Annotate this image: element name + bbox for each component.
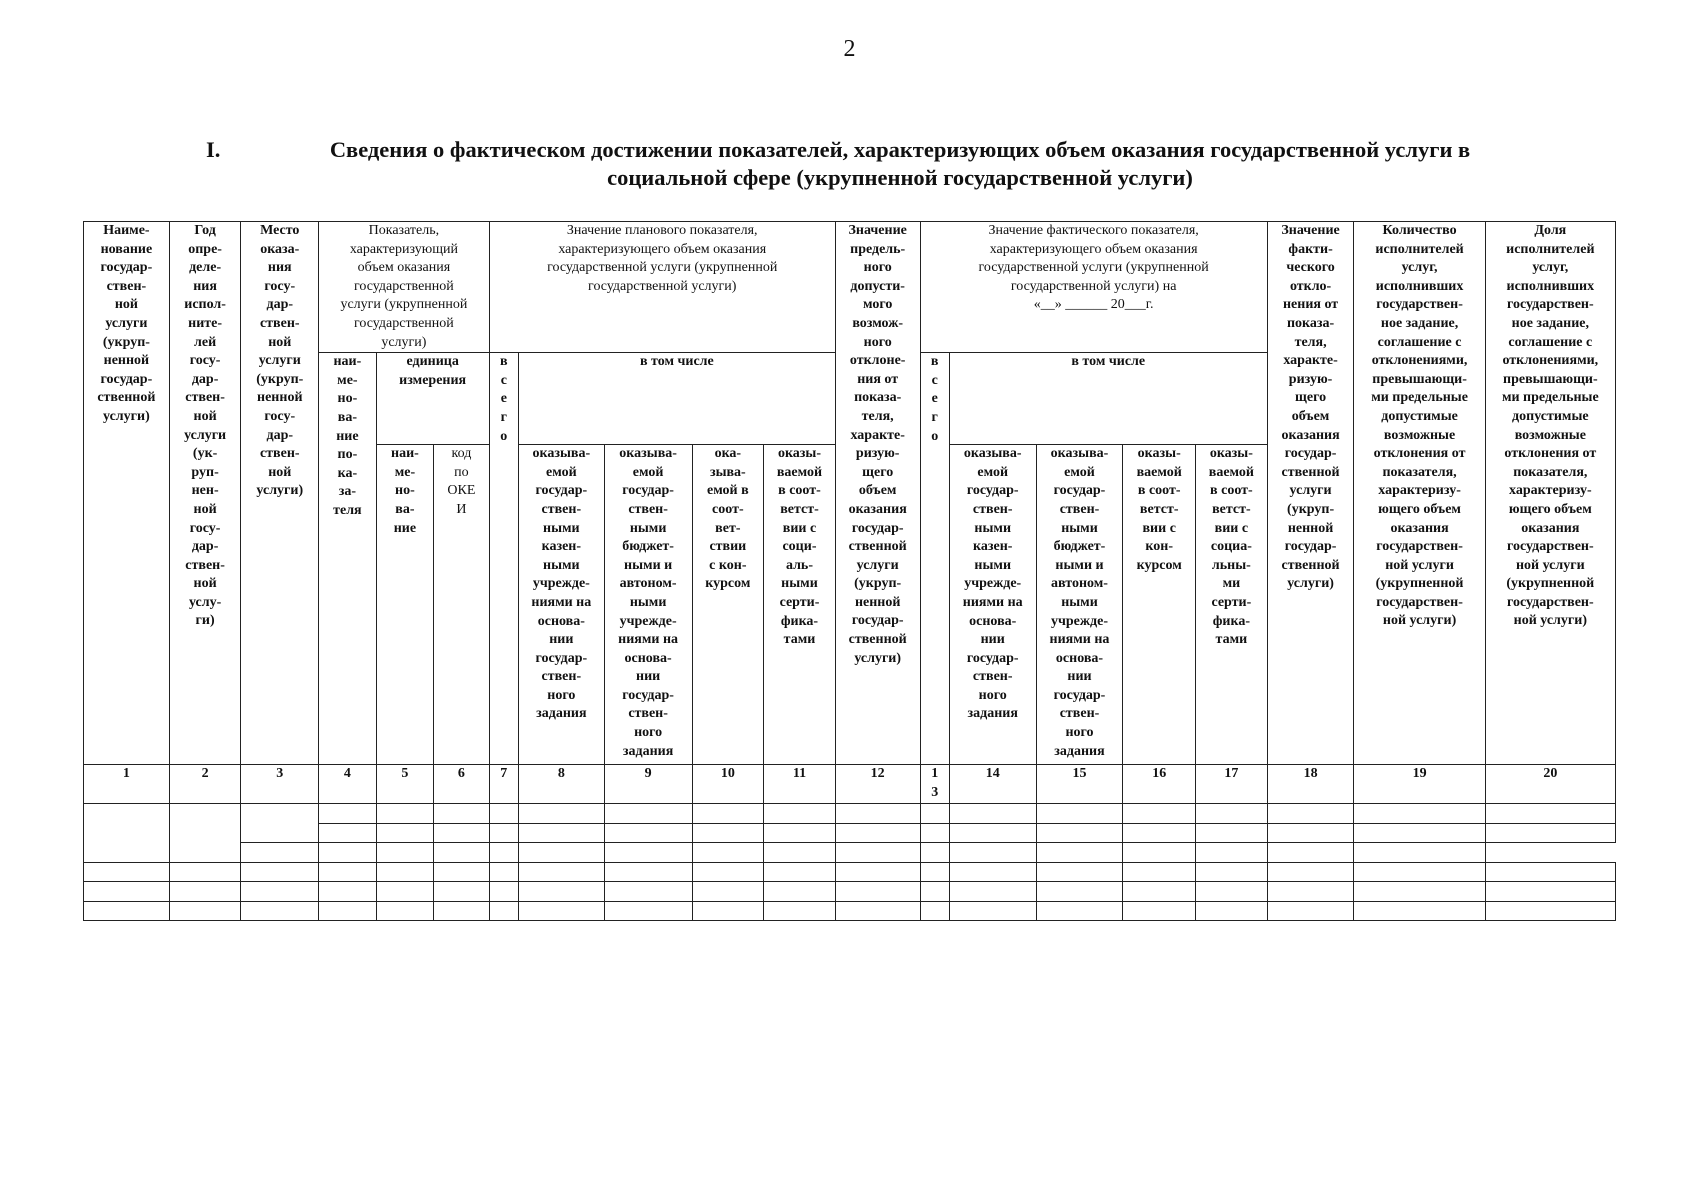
table-cell: [518, 843, 604, 863]
column-number: 9: [604, 765, 692, 804]
table-cell: [835, 862, 920, 882]
table-cell: [692, 823, 764, 843]
table-cell: [518, 901, 604, 921]
table-row: [84, 843, 1616, 863]
column-number: 4: [319, 765, 377, 804]
table-cell: [169, 882, 241, 902]
column-number: 19: [1354, 765, 1485, 804]
header-planned-including: в том числе: [518, 353, 835, 445]
table-cell: [1036, 804, 1123, 824]
header-planned-state-institutions: оказыва- емой государ- ствен- ными казен- ными учрежде- ниями на основа- нии государ- ствен- ного задания: [518, 445, 604, 765]
header-indicator-name: наи- ме- но- ва- ние по- ка- за- теля: [319, 353, 377, 765]
header-unit-group: единица измерения: [376, 353, 489, 445]
table-cell: [241, 862, 319, 882]
table-cell: [692, 804, 764, 824]
table-cell: [1485, 862, 1615, 882]
table-cell: [489, 804, 518, 824]
table-cell: [604, 882, 692, 902]
table-cell: [604, 862, 692, 882]
table-cell: [1123, 843, 1196, 863]
table-cell: [1196, 882, 1268, 902]
table-row: [84, 901, 1616, 921]
section-numeral: I.: [206, 137, 221, 162]
table-cell: [835, 882, 920, 902]
table-cell: [518, 862, 604, 882]
column-number: 12: [835, 765, 920, 804]
table-cell: [169, 804, 241, 863]
header-place: Место оказа- ния госу- дар- ствен- ной услуги (укруп- ненной госу- дар- ствен- ной услуги): [241, 222, 319, 765]
table-cell: [1036, 843, 1123, 863]
table-cell: [835, 843, 920, 863]
table-cell: [1267, 862, 1354, 882]
table-cell: [949, 901, 1036, 921]
header-planned-certificates: оказы- ваемой в соот- ветст- вии с соци- аль- ными серти- фика- тами: [764, 445, 836, 765]
table-cell: [692, 882, 764, 902]
table-cell: [764, 843, 836, 863]
table-cell: [1123, 862, 1196, 882]
table-cell: [169, 901, 241, 921]
column-number: 18: [1267, 765, 1354, 804]
header-planned-competition: ока- зыва- емой в соот- вет- ствии с кон- курсом: [692, 445, 764, 765]
table-cell: [84, 804, 170, 863]
table-cell: [1485, 901, 1615, 921]
column-number: 14: [949, 765, 1036, 804]
header-unit-okei: код по ОКЕ И: [434, 445, 490, 765]
section-heading: [200, 136, 1530, 192]
column-number: 1: [84, 765, 170, 804]
table-cell: [764, 882, 836, 902]
column-number: 1 3: [920, 765, 949, 804]
table-cell: [1267, 804, 1354, 824]
header-actual-state-institutions: оказыва- емой государ- ствен- ными казен- ными учрежде- ниями на основа- нии государ- ствен- ного задания: [949, 445, 1036, 765]
table-cell: [1354, 882, 1485, 902]
table-cell: [489, 882, 518, 902]
table-cell: [434, 862, 490, 882]
table-cell: [376, 843, 434, 863]
table-cell: [764, 823, 836, 843]
table-cell: [1196, 862, 1268, 882]
header-indicator-group: Показатель, характеризующий объем оказания государственной услуги (укрупненной государственной услуги): [319, 222, 490, 353]
table-row: [84, 862, 1616, 882]
table-cell: [1485, 804, 1615, 824]
header-service-name: Наиме- нование государ- ствен- ной услуги (укруп- ненной государ- ственной услуги): [84, 222, 170, 765]
column-number: 5: [376, 765, 434, 804]
table-cell: [920, 804, 949, 824]
header-actual-including: в том числе: [949, 353, 1267, 445]
table-cell: [604, 901, 692, 921]
table-cell: [1123, 901, 1196, 921]
table-cell: [241, 804, 319, 843]
table-cell: [949, 823, 1036, 843]
table-cell: [319, 823, 377, 843]
header-limit-deviation: Значение предель- ного допусти- мого возмож- ного отклоне- ния от показа- теля, характе- ризую- щего объем оказания государ- ственной услуги (укруп- ненной государ- ственной услуги): [835, 222, 920, 765]
table-cell: [692, 862, 764, 882]
table-cell: [434, 823, 490, 843]
table-cell: [920, 843, 949, 863]
table-cell: [241, 901, 319, 921]
table-cell: [1196, 843, 1268, 863]
table-cell: [1036, 901, 1123, 921]
column-number: 3: [241, 765, 319, 804]
table-cell: [1036, 823, 1123, 843]
header-actual-certificates: оказы- ваемой в соот- ветст- вии с социа- льны- ми серти- фика- тами: [1196, 445, 1268, 765]
table-cell: [376, 823, 434, 843]
table-cell: [169, 862, 241, 882]
table-row: [84, 804, 1616, 824]
table-cell: [489, 862, 518, 882]
table-cell: [434, 882, 490, 902]
column-number: 15: [1036, 765, 1123, 804]
table-cell: [604, 843, 692, 863]
header-planned-budget-institutions: оказыва- емой государ- ствен- ными бюджет- ными и автоном- ными учрежде- ниями на основа- нии государ- ствен- ного задания: [604, 445, 692, 765]
table-cell: [241, 882, 319, 902]
table-cell: [1267, 843, 1354, 863]
table-cell: [920, 862, 949, 882]
table-cell: [84, 882, 170, 902]
header-actual-group: Значение фактического показателя, характеризующего объем оказания государственной услуги (укрупненной государственной услуги) на «__» ______ 20___г.: [920, 222, 1267, 353]
page-number: 2: [843, 36, 856, 62]
table-cell: [241, 843, 319, 863]
header-actual-competition: оказы- ваемой в соот- ветст- вии с кон- курсом: [1123, 445, 1196, 765]
table-cell: [84, 862, 170, 882]
table-cell: [1036, 862, 1123, 882]
table-cell: [920, 823, 949, 843]
table-cell: [835, 804, 920, 824]
table-cell: [1196, 823, 1268, 843]
column-number: 8: [518, 765, 604, 804]
column-number: 11: [764, 765, 836, 804]
table-cell: [434, 901, 490, 921]
column-number: 10: [692, 765, 764, 804]
header-planned-group: Значение планового показателя, характеризующего объем оказания государственной услуги (укрупненной государственной услуги): [489, 222, 835, 353]
table-cell: [376, 804, 434, 824]
table-cell: [1267, 823, 1354, 843]
table-cell: [764, 804, 836, 824]
table-cell: [949, 843, 1036, 863]
table-cell: [319, 862, 377, 882]
table-cell: [1123, 823, 1196, 843]
header-actual-budget-institutions: оказыва- емой государ- ствен- ными бюджет- ными и автоном- ными учрежде- ниями на основа- нии государ- ствен- ного задания: [1036, 445, 1123, 765]
table-cell: [949, 804, 1036, 824]
table-cell: [920, 901, 949, 921]
table-cell: [1123, 804, 1196, 824]
table-cell: [1196, 901, 1268, 921]
table-cell: [764, 901, 836, 921]
column-number: 17: [1196, 765, 1268, 804]
table-cell: [604, 804, 692, 824]
column-number: 20: [1485, 765, 1615, 804]
table-cell: [692, 843, 764, 863]
column-number: 2: [169, 765, 241, 804]
header-year: Год опре- деле- ния испол- ните- лей госу- дар- ствен- ной услуги (ук- руп- нен- ной госу- дар- ствен- ной услу- ги): [169, 222, 241, 765]
table-cell: [604, 823, 692, 843]
table-cell: [920, 882, 949, 902]
column-number: 7: [489, 765, 518, 804]
header-unit-name: наи- ме- но- ва- ние: [376, 445, 434, 765]
table-row: [84, 882, 1616, 902]
header-executors-share: Доля исполнителей услуг, исполнивших государствен- ное задание, соглашение с отклонениями, превышающи- ми предельные допустимые возможные отклонения от показателя, характеризу- ющего объем оказания государствен- ной услуги (укрупненной государствен- ной услуги): [1485, 222, 1615, 765]
report-table: [83, 221, 1616, 921]
table-cell: [376, 901, 434, 921]
table-cell: [518, 804, 604, 824]
table-cell: [319, 901, 377, 921]
header-actual-total: в с е г о: [920, 353, 949, 765]
table-cell: [319, 804, 377, 824]
table-cell: [84, 901, 170, 921]
table-cell: [489, 901, 518, 921]
table-cell: [518, 823, 604, 843]
table-cell: [835, 823, 920, 843]
column-number: 6: [434, 765, 490, 804]
table-cell: [1485, 882, 1615, 902]
section-title: Сведения о фактическом достижении показателей, характеризующих объем оказания государственной услуги в социальной сфере (укрупненной государственной услуги): [329, 137, 1471, 190]
table-cell: [489, 823, 518, 843]
table-cell: [1354, 823, 1485, 843]
header-planned-total: в с е г о: [489, 353, 518, 765]
table-cell: [1123, 882, 1196, 902]
table-cell: [376, 882, 434, 902]
header-executors-count: Количество исполнителей услуг, исполнивших государствен- ное задание, соглашение с отклонениями, превышающи- ми предельные допустимые возможные отклонения от показателя, характеризу- ющего объем оказания государствен- ной услуги (укрупненной государствен- ной услуги): [1354, 222, 1485, 765]
table-cell: [319, 843, 377, 863]
table-cell: [949, 882, 1036, 902]
table-cell: [692, 901, 764, 921]
table-cell: [764, 862, 836, 882]
column-number: 16: [1123, 765, 1196, 804]
table-cell: [489, 843, 518, 863]
table-cell: [949, 862, 1036, 882]
table-cell: [434, 804, 490, 824]
table-cell: [518, 882, 604, 902]
table-cell: [1354, 862, 1485, 882]
table-cell: [319, 882, 377, 902]
table-cell: [1354, 843, 1485, 863]
table-cell: [1267, 901, 1354, 921]
table-cell: [1354, 901, 1485, 921]
table-cell: [835, 901, 920, 921]
table-cell: [1354, 804, 1485, 824]
table-cell: [1196, 804, 1268, 824]
table-cell: [1036, 882, 1123, 902]
header-actual-deviation: Значение факти- ческого откло- нения от показа- теля, характе- ризую- щего объем оказания государ- ственной услуги (укруп- ненной государ- ственной услуги): [1267, 222, 1354, 765]
table-cell: [1485, 823, 1615, 843]
table-cell: [434, 843, 490, 863]
column-number-row: [84, 765, 1616, 804]
table-cell: [376, 862, 434, 882]
table-cell: [1267, 882, 1354, 902]
